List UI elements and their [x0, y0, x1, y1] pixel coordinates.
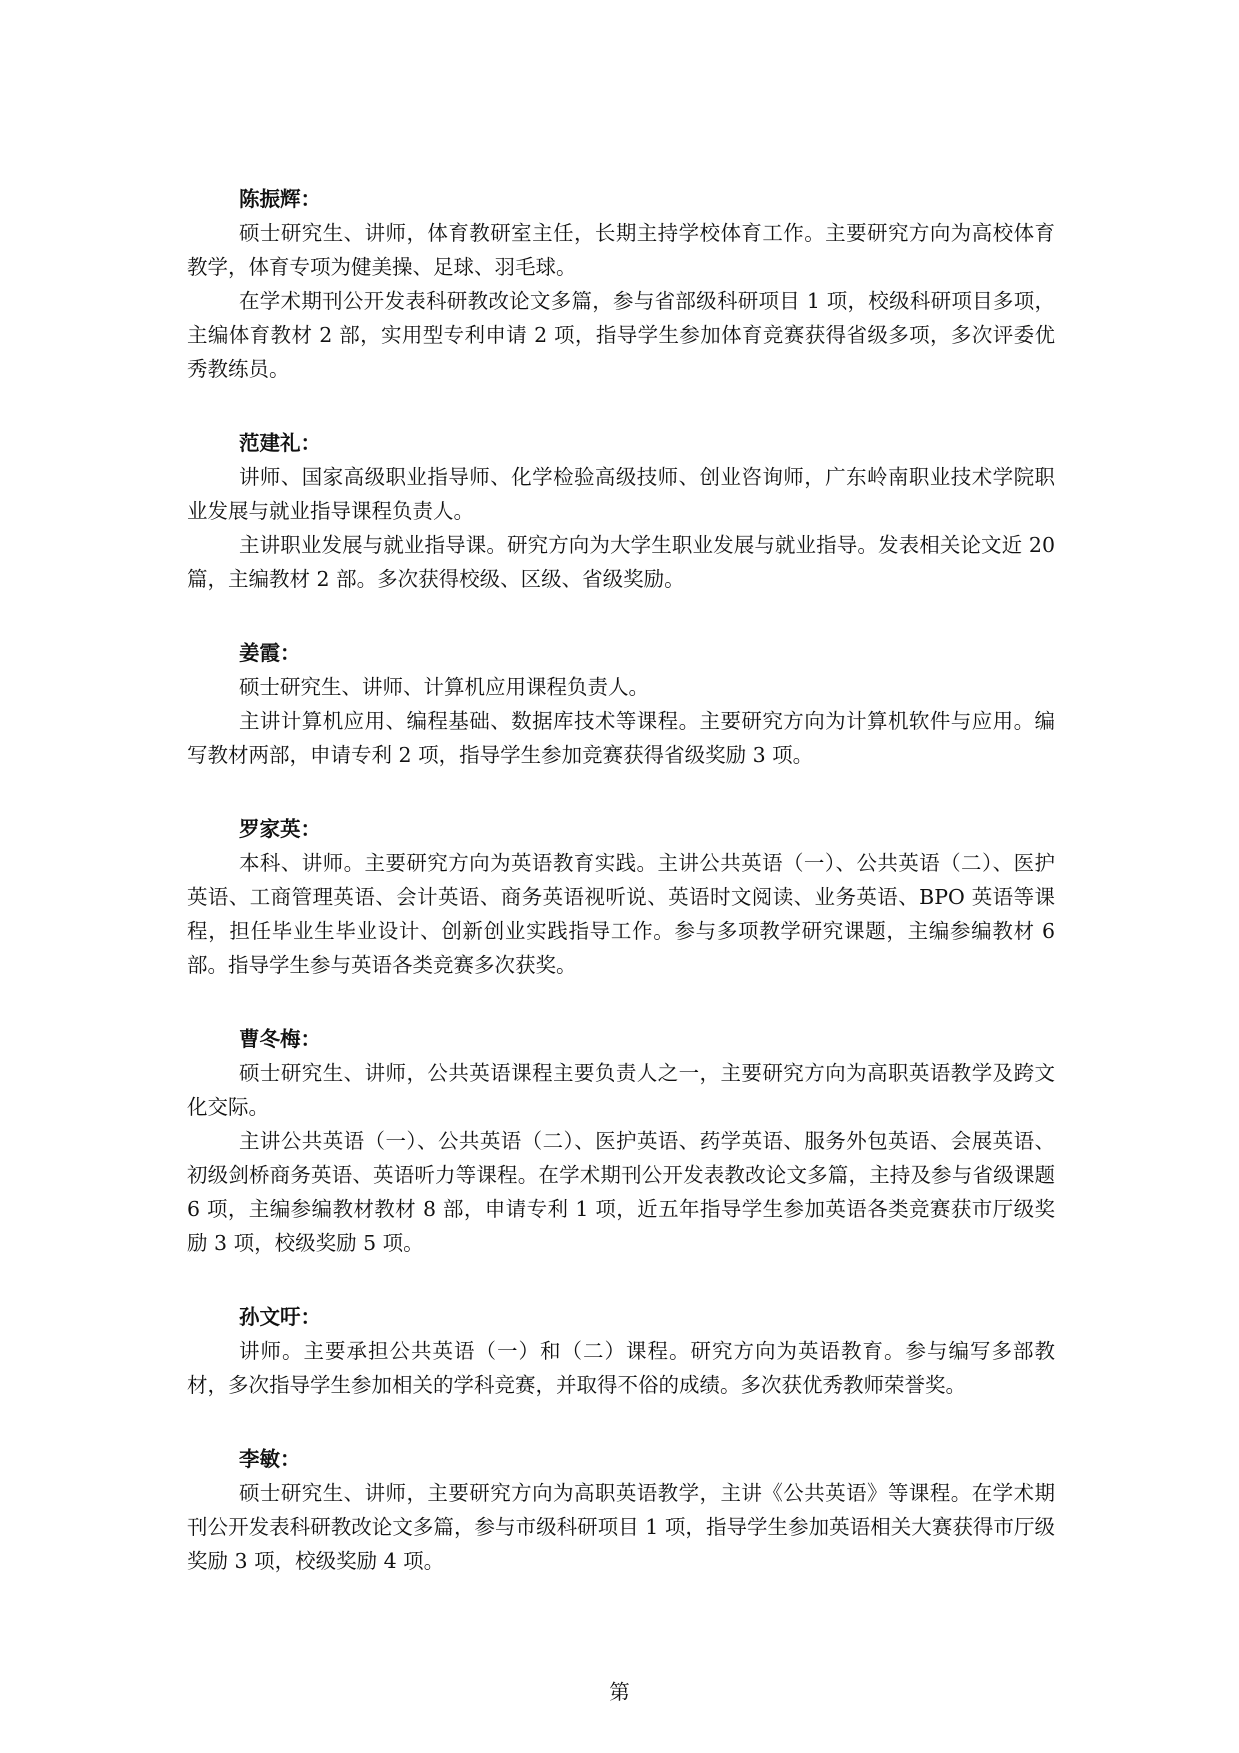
bio-name: 陈振辉： — [239, 187, 321, 211]
bio-paragraph: 硕士研究生、讲师，公共英语课程主要负责人之一，主要研究方向为高职英语教学及跨文化交际。 — [187, 1061, 1055, 1119]
bio-entry-li-min — [187, 1442, 1055, 1578]
bio-paragraph: 主讲职业发展与就业指导课。研究方向为大学生职业发展与就业指导。发表相关论文近 20 篇，主编教材 2 部。多次获得校级、区级、省级奖励。 — [187, 533, 1055, 591]
bio-name: 曹冬梅： — [239, 1027, 321, 1051]
bio-name: 范建礼： — [239, 431, 321, 455]
bio-paragraph: 硕士研究生、讲师、计算机应用课程负责人。 — [239, 675, 649, 699]
bio-name: 李敏： — [239, 1447, 301, 1471]
bio-name: 罗家英： — [239, 817, 321, 841]
bio-paragraph: 硕士研究生、讲师，主要研究方向为高职英语教学，主讲《公共英语》等课程。在学术期刊公开发表科研教改论文多篇，参与市级科研项目 1 项，指导学生参加英语相关大赛获得市厅级奖励 3 项，校级奖励 4 项。 — [187, 1481, 1055, 1573]
bio-paragraph: 主讲公共英语（一）、公共英语（二）、医护英语、药学英语、服务外包英语、会展英语、初级剑桥商务英语、英语听力等课程。在学术期刊公开发表教改论文多篇，主持及参与省级课题 6 项，主编参编教材教材 8 部，申请专利 1 项，近五年指导学生参加英语各类竞赛获市厅级奖励 3 项，校级奖励 5 项。 — [187, 1129, 1055, 1255]
faculty-bio-list — [187, 182, 1055, 1618]
bio-entry-fan-jianli — [187, 426, 1055, 596]
bio-paragraph: 讲师、国家高级职业指导师、化学检验高级技师、创业咨询师，广东岭南职业技术学院职业发展与就业指导课程负责人。 — [187, 465, 1055, 523]
bio-name: 姜霞： — [239, 641, 301, 665]
bio-entry-cao-dongmei — [187, 1022, 1055, 1260]
bio-entry-jiang-xia — [187, 636, 1055, 772]
bio-entry-chen-zhenhui — [187, 182, 1055, 386]
page-number-footer: 第 — [609, 1680, 630, 1704]
bio-paragraph: 本科、讲师。主要研究方向为英语教育实践。主讲公共英语（一）、公共英语（二）、医护英语、工商管理英语、会计英语、商务英语视听说、英语时文阅读、业务英语、BPO 英语等课程，担任毕业生毕业设计、创新创业实践指导工作。参与多项教学研究课题，主编参编教材 6 部。指导学生参与英语各类竞赛多次获奖。 — [187, 851, 1055, 977]
bio-entry-sun-wenxu — [187, 1300, 1055, 1402]
bio-entry-luo-jiaying — [187, 812, 1055, 982]
bio-paragraph: 主讲计算机应用、编程基础、数据库技术等课程。主要研究方向为计算机软件与应用。编写教材两部，申请专利 2 项，指导学生参加竞赛获得省级奖励 3 项。 — [187, 709, 1055, 767]
bio-paragraph: 讲师。主要承担公共英语（一）和（二）课程。研究方向为英语教育。参与编写多部教材，多次指导学生参加相关的学科竞赛，并取得不俗的成绩。多次获优秀教师荣誉奖。 — [187, 1339, 1055, 1397]
bio-paragraph: 硕士研究生、讲师，体育教研室主任，长期主持学校体育工作。主要研究方向为高校体育教学，体育专项为健美操、足球、羽毛球。 — [187, 221, 1055, 279]
bio-name: 孙文吁： — [239, 1305, 321, 1329]
bio-paragraph: 在学术期刊公开发表科研教改论文多篇，参与省部级科研项目 1 项，校级科研项目多项，主编体育教材 2 部，实用型专利申请 2 项，指导学生参加体育竞赛获得省级多项，多次评委优秀教练员。 — [187, 289, 1055, 381]
